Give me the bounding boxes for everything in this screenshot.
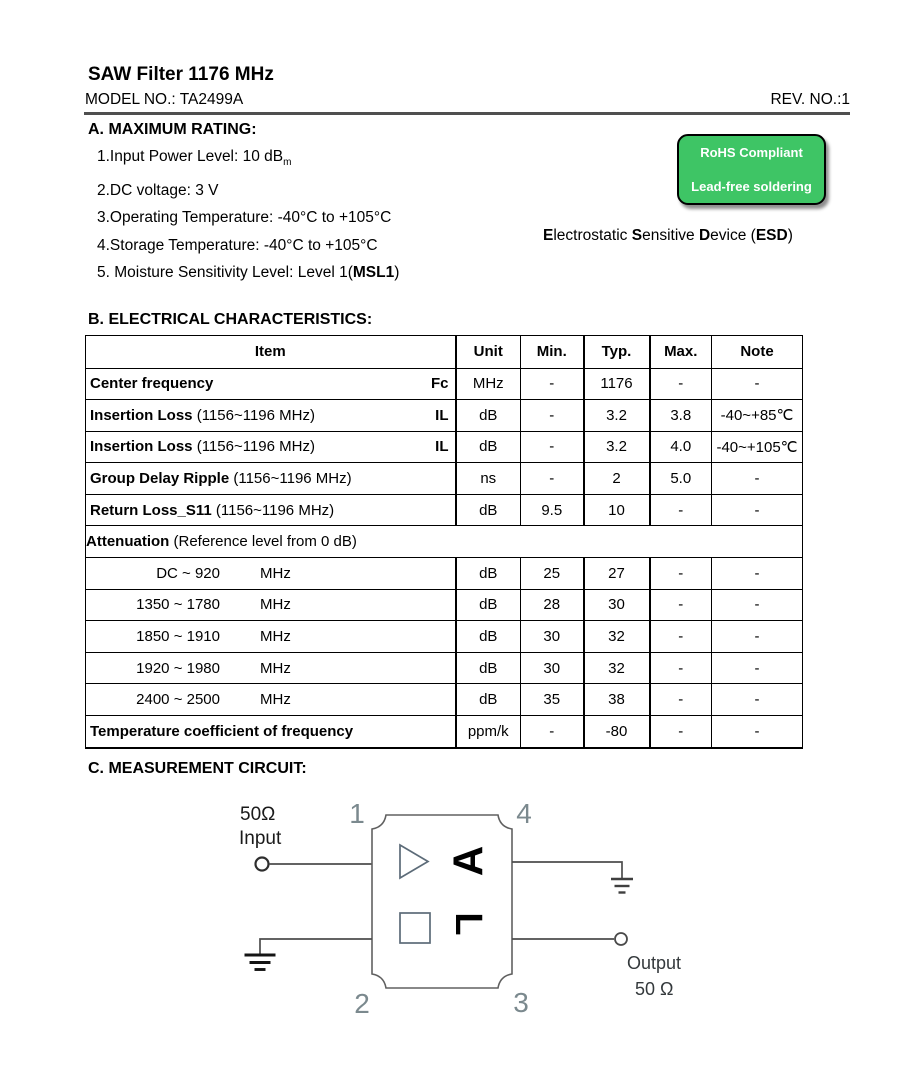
attenuation-row: DC ~ 920 MHz dB 25 27 - - (86, 558, 803, 590)
output-impedance-label: 50 Ω (635, 979, 674, 999)
rating-item-4: 4.Storage Temperature: -40°C to +105°C (97, 236, 378, 254)
rohs-badge-line2: Lead-free soldering (691, 179, 812, 194)
section-c-heading: C. MEASUREMENT CIRCUIT: (88, 760, 307, 777)
input-label: Input (239, 828, 282, 849)
esd-note: Electrostatic Sensitive Device (ESD) (543, 227, 793, 244)
ground-symbol-right (611, 879, 633, 893)
rohs-badge-line1: RoHS Compliant (700, 145, 803, 160)
col-header-item: Item (254, 343, 286, 361)
section-a-heading: A. MAXIMUM RATING: (88, 121, 257, 138)
input-impedance-label: 50Ω (240, 804, 276, 825)
attenuation-row: 1920 ~ 1980 MHz dB 30 32 - - (86, 652, 803, 684)
rating-item-5: 5. Moisture Sensitivity Level: Level 1(MSL1) (97, 264, 400, 282)
attenuation-row: 1350 ~ 1780 MHz dB 28 30 - - (86, 589, 803, 621)
rating-item-3: 3.Operating Temperature: -40°C to +105°C (97, 209, 392, 227)
bottom-left-wire (260, 939, 372, 955)
input-terminal (256, 858, 269, 871)
model-number: MODEL NO.: TA2499A (85, 91, 244, 108)
output-terminal (615, 933, 627, 945)
output-label: Output (627, 953, 682, 973)
page-title: SAW Filter 1176 MHz (88, 64, 274, 85)
table-row: Insertion Loss (1156~1196 MHz) IL dB - 3.2 4.0 -40~+105℃ (86, 431, 803, 463)
table-row: Center frequency Fc MHz - 1176 - - (86, 368, 803, 400)
pin-2-label: 2 (354, 988, 370, 1019)
table-row: Return Loss_S11 (1156~1196 MHz) dB 9.5 10 - - (86, 494, 803, 526)
attenuation-row: 2400 ~ 2500 MHz dB 35 38 - - (86, 684, 803, 716)
rating-item-1: 1.Input Power Level: 10 $dB_m$ (97, 148, 292, 169)
attenuation-header-row: Attenuation (Reference level from 0 dB) (86, 526, 803, 558)
dut-package-outline (372, 815, 512, 988)
header-divider (84, 112, 850, 115)
top-right-wire (512, 862, 622, 879)
attenuation-row: 1850 ~ 1910 MHz dB 30 32 - - (86, 621, 803, 653)
col-header-note: Note (712, 336, 803, 369)
electrical-characteristics-table (85, 335, 803, 749)
table-row: Insertion Loss (1156~1196 MHz) IL dB - 3.2 3.8 -40~+85℃ (86, 400, 803, 432)
revision-number: REV. NO.:1 (770, 91, 850, 108)
col-header-unit: Unit (456, 336, 521, 369)
measurement-circuit-diagram (180, 783, 740, 1033)
pin-1-label: 1 (349, 798, 365, 829)
marking-a: A (444, 845, 492, 877)
rohs-compliant-badge (677, 134, 826, 205)
col-header-typ: Typ. (584, 336, 650, 369)
ground-symbol-left (245, 955, 276, 970)
rating-item-2: 2.DC voltage: 3 V (97, 181, 219, 199)
section-b-heading: B. ELECTRICAL CHARACTERISTICS: (88, 311, 373, 328)
pin-4-label: 4 (516, 798, 532, 829)
col-header-max: Max. (650, 336, 712, 369)
pin-3-label: 3 (513, 987, 529, 1018)
table-header-row (86, 336, 803, 369)
marking-l: L (447, 912, 489, 936)
maximum-rating-list (97, 143, 399, 287)
tempco-row: Temperature coefficient of frequency ppm/k - -80 - - (86, 716, 803, 748)
col-header-min: Min. (521, 336, 584, 369)
table-row: Group Delay Ripple (1156~1196 MHz) ns - 2 5.0 - (86, 463, 803, 495)
